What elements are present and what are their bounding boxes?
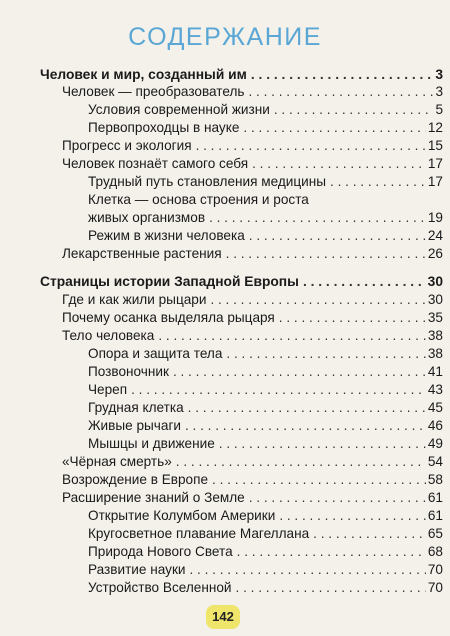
toc-page-ref: 54 (427, 454, 443, 469)
toc-entry-text: Человек познаёт самого себя (62, 156, 249, 171)
toc-page-ref: 38 (427, 346, 443, 361)
toc-entry (88, 399, 443, 416)
dot-leader (226, 245, 426, 262)
toc-page-ref: 58 (427, 472, 443, 487)
toc-entry-text: Расширение знаний о Земле (62, 490, 245, 505)
dot-leader (237, 543, 426, 560)
toc-entry-text: Лекарственные растения (62, 246, 222, 261)
toc-entry (88, 227, 443, 244)
toc-entry-text: Где и как жили рыцари (62, 292, 207, 307)
toc-entry-text: Режим в жизни человека (88, 228, 245, 243)
dot-leader (226, 345, 425, 362)
toc-page-ref: 65 (427, 526, 443, 541)
toc-entry-text: Живые рычаги (88, 418, 181, 433)
toc-page-ref: 61 (427, 508, 443, 523)
toc-page-ref: 3 (435, 84, 443, 99)
toc-page-ref: 41 (427, 364, 443, 379)
toc-entry (88, 507, 443, 524)
toc-entry (62, 137, 443, 154)
toc-page-ref: 17 (427, 156, 443, 171)
toc-entry-text: Прогресс и экология (62, 138, 192, 153)
toc-entry-text: Природа Нового Света (88, 544, 233, 559)
toc-entry-text: Тело человека (62, 328, 155, 343)
toc-entry-text: Условия современной жизни (88, 102, 270, 117)
toc-page-ref: 49 (427, 436, 443, 451)
page-title: СОДЕРЖАНИЕ (128, 23, 322, 51)
toc-entry-text: Кругосветное плавание Магеллана (88, 526, 310, 541)
toc-entry (88, 345, 443, 362)
toc-entry (62, 291, 443, 308)
toc-page-ref: 19 (427, 210, 443, 225)
toc-entry (88, 101, 443, 118)
toc-entry-text: Трудный путь становления медицины (88, 174, 327, 189)
dot-leader (196, 137, 426, 154)
toc-entry (88, 525, 443, 542)
dot-leader (176, 453, 426, 470)
dot-leader (188, 399, 426, 416)
dot-leader (173, 363, 426, 380)
dot-leader (274, 101, 434, 118)
dot-leader (209, 209, 426, 226)
dot-leader (131, 381, 426, 398)
toc-page-ref: 30 (427, 292, 443, 307)
dot-leader (313, 525, 426, 542)
toc-entry (88, 435, 443, 452)
toc-entry (88, 363, 443, 380)
toc-entry (62, 83, 443, 100)
toc-entry (62, 327, 443, 344)
toc-entry (88, 561, 443, 578)
toc-page-ref: 30 (427, 274, 443, 289)
toc-page-ref: 68 (427, 544, 443, 559)
toc-entry-text: Первопроходцы в науке (88, 120, 240, 135)
toc-page-ref: 15 (427, 138, 443, 153)
toc-entry (88, 417, 443, 434)
dot-leader (243, 119, 425, 136)
dot-leader (249, 227, 426, 244)
toc-entry-text: Позвоночник (88, 364, 169, 379)
toc-entry (62, 453, 443, 470)
toc-entry (62, 471, 443, 488)
toc-entry-text: Возрождение в Европе (62, 472, 209, 487)
dot-leader (236, 579, 426, 596)
dot-leader (212, 471, 426, 488)
toc-entry-text: «Чёрная смерть» (62, 454, 172, 469)
dot-leader (249, 83, 434, 100)
toc-entry-text: Грудная клетка (88, 400, 184, 415)
toc-entry (62, 309, 443, 326)
toc-page-ref: 38 (427, 328, 443, 343)
toc-page-ref: 26 (427, 246, 443, 261)
toc-entry-text: Череп (88, 382, 128, 397)
toc-entry (88, 119, 443, 136)
dot-leader (249, 489, 426, 506)
toc-page-ref: 12 (427, 120, 443, 135)
dot-leader (279, 507, 426, 524)
toc-page-ref: 70 (427, 580, 443, 595)
toc-page-ref: 35 (427, 310, 443, 325)
toc-section (40, 66, 443, 83)
toc-page-ref: 46 (427, 418, 443, 433)
toc-page-ref: 5 (435, 102, 443, 117)
toc-entry (88, 381, 443, 398)
toc-entry-text: живых организмов (88, 210, 206, 225)
dot-leader (330, 173, 426, 190)
toc-entry (88, 579, 443, 596)
toc-entry-text: Страницы истории Западной Европы (40, 274, 299, 289)
toc-entry (88, 209, 443, 226)
toc-entry (62, 155, 443, 172)
toc-entry-text: Опора и защита тела (88, 346, 223, 361)
dot-leader (252, 155, 426, 172)
toc-entry-text: Клетка — основа строения и роста (88, 192, 309, 207)
toc-entry (62, 245, 443, 262)
toc-page-ref: 70 (427, 562, 443, 577)
toc-entry (62, 489, 443, 506)
dot-leader (279, 309, 426, 326)
toc-section (40, 273, 443, 290)
toc-entry-text: Человек и мир, созданный им (40, 67, 247, 82)
toc-entry-text: Устройство Вселенной (88, 580, 232, 595)
toc-entry (88, 543, 443, 560)
toc-entry (88, 173, 443, 190)
toc-page-ref: 24 (427, 228, 443, 243)
dot-leader (189, 561, 425, 578)
dot-leader (251, 66, 433, 83)
toc-entry-text: Человек — преобразователь (62, 84, 245, 99)
toc-entry-text: Развитие науки (88, 562, 186, 577)
dot-leader (210, 291, 425, 308)
toc-page-ref: 3 (435, 67, 443, 82)
toc-page-ref: 61 (427, 490, 443, 505)
dot-leader (303, 273, 426, 290)
toc-page-ref: 17 (427, 174, 443, 189)
dot-leader (158, 327, 426, 344)
page-number-badge: 142 (206, 605, 240, 629)
toc-entry-text: Почему осанка выделяла рыцаря (62, 310, 275, 325)
dot-leader (185, 417, 426, 434)
toc-page-ref: 45 (427, 400, 443, 415)
toc-page-ref: 43 (427, 382, 443, 397)
toc-entry-text: Мышцы и движение (88, 436, 215, 451)
dot-leader (219, 435, 426, 452)
toc-entry-text: Открытие Колумбом Америки (88, 508, 276, 523)
